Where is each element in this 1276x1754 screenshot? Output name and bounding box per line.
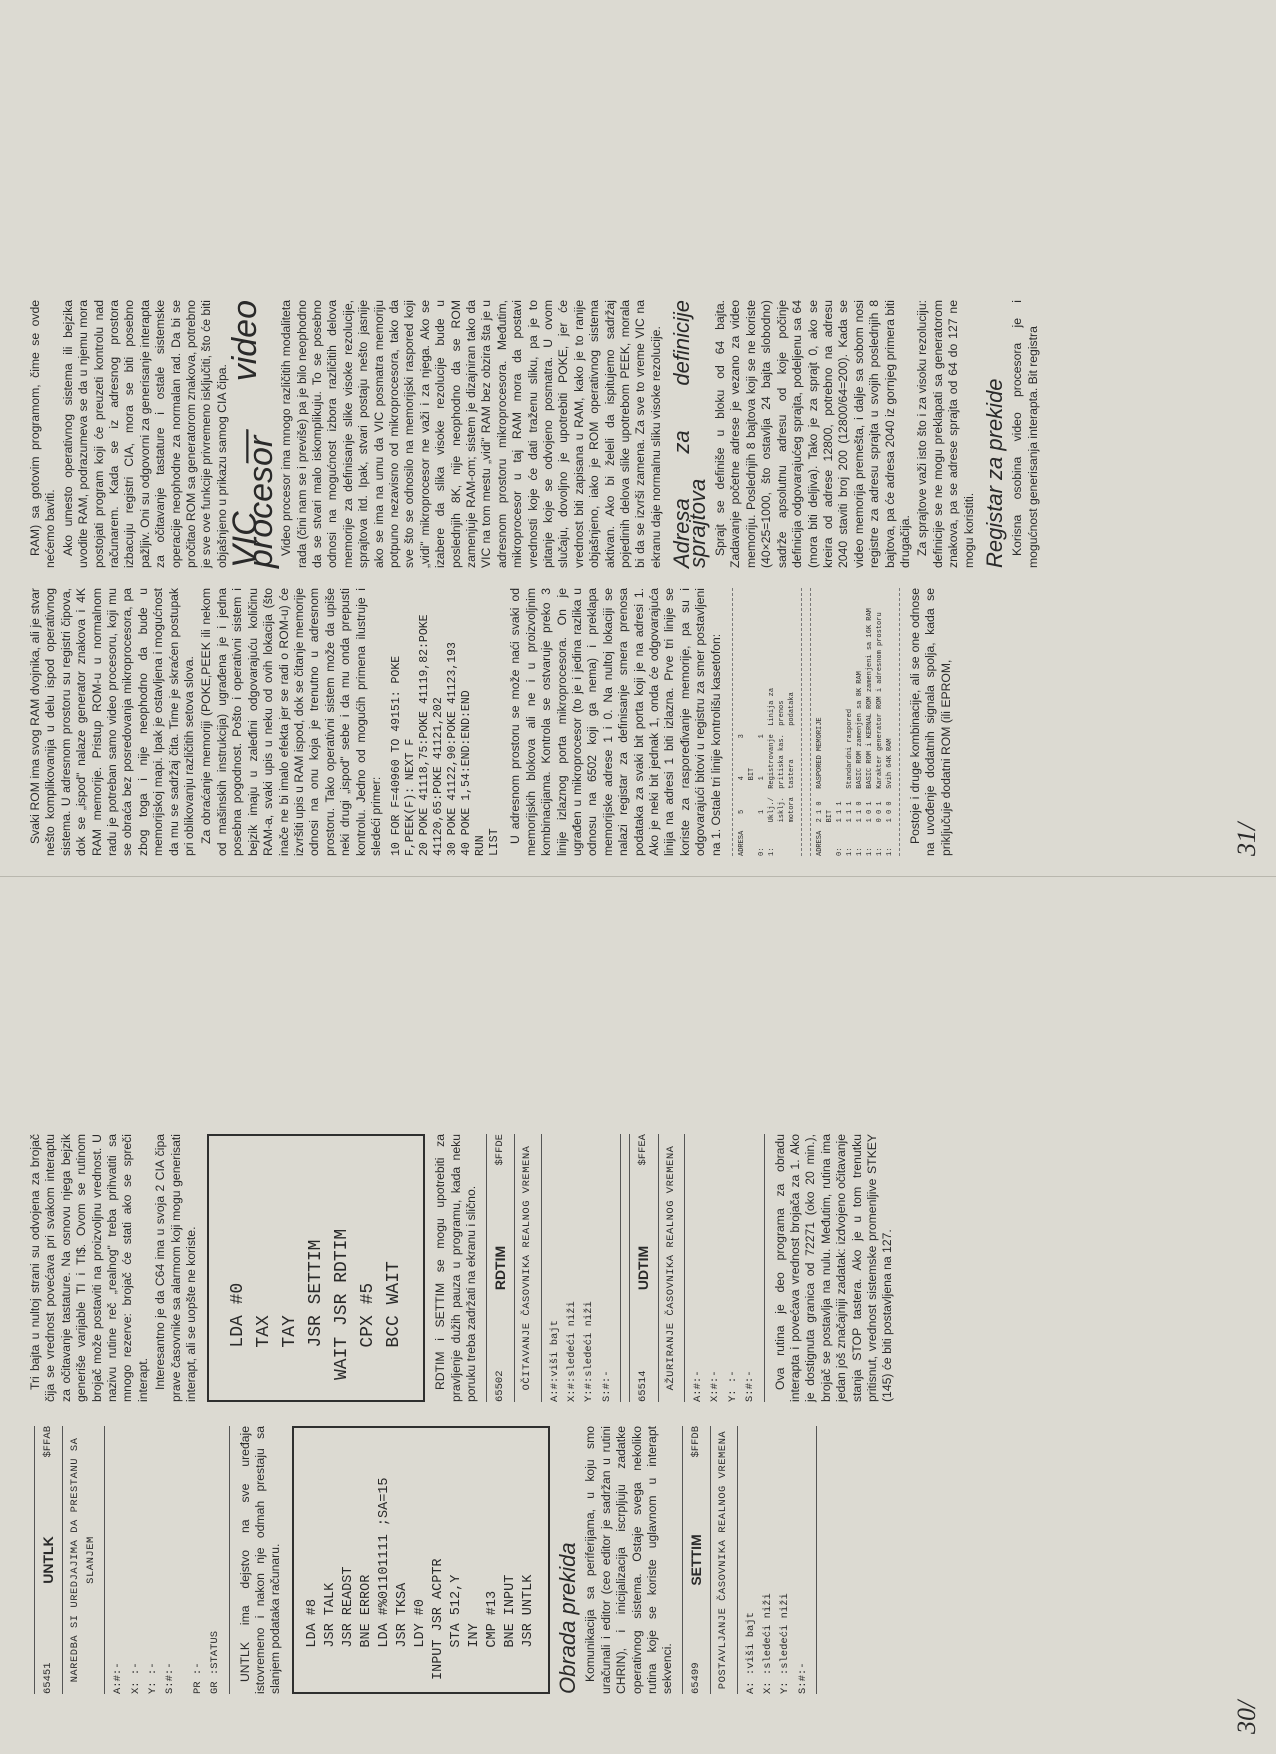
section-heading: Obrada prekida bbox=[554, 1542, 580, 1694]
paragraph: Svaki ROM ima svog RAM dvojnika, ali je stvar nešto komplikovanija u delu ispod operativnog sistema. U adresnom prostoru su registri čipova, dok se „ispod" nalaze generator znakova i 4K RAM memorije. Pristup ROM-u u normalnom radu je potreban samo video procesoru, koji mu se obraća bez posredovanja mikroprocesora, pa zbog toga i nije neophodno da bude u memorijskoj mapi. Ipak je ostavljena i mogućnost da mu se sadržaj čita. Time je skraćen postupak pri oblikovanju različitih setova slova. bbox=[28, 588, 197, 856]
code-listing: LDA #8 JSR TALK JSR READST BNE ERROR LDA #%01101111 ;SA=15 JSR TKSA LDY #0 INPUT JSR ACPTR STA 512,Y INY CMP #13 BNE INPUT JSR UNTLK bbox=[292, 1426, 550, 1694]
routine-description: OČITAVANJE ČASOVNIKA REALNOG VREMENA bbox=[514, 1134, 541, 1402]
register-s: S:#:- bbox=[744, 1370, 757, 1402]
routine-description: POSTAVLJANJE ČASOVNIKA REALNOG VREMENA bbox=[710, 1426, 737, 1694]
routine-title: UNTLK bbox=[40, 1536, 56, 1584]
register-y: Y:#:sledeći niži bbox=[583, 1301, 596, 1402]
routine-code: 65514 bbox=[637, 1370, 650, 1402]
paragraph: U adresnom prostoru se može naći svaki od memorijskih blokova ali ne i u proizvoljnim kombinacijama. Kontrola se ostvaruje preko 3 linije izlaznog porta mikroprocesora. On je ugrađen u mikroprocesor (to je i jedina razlika u odnosu na 6502 koji ga nema) i preklapa memorijske adrese 1 i 0. Na nultoj lokaciji se nalazi registar za definisanje smera prenosa podataka za svaki bit porta koji je na adresi 1. Ako je neki bit jednak 1, onda će odgovarajuća linija na adresi 1 biti izlazna. Prve tri linije se koriste za raspoređivanje memorije, pa su i odgovarajući bitovi u registru za smer postavljeni na 1. Ostale tri linije kontrolišu kasetofon: bbox=[508, 588, 723, 856]
routine-title: SETTIM bbox=[687, 1534, 704, 1586]
column-4 bbox=[28, 300, 1043, 568]
register-list bbox=[685, 1134, 760, 1402]
register-x: X:#:- bbox=[709, 1370, 722, 1402]
register-a: A:#:viši bajt bbox=[548, 1320, 561, 1402]
left-page bbox=[0, 877, 1276, 1754]
routine-code: 65502 bbox=[493, 1370, 506, 1402]
register-a: A:#:- bbox=[691, 1370, 704, 1402]
paragraph: Interesantno je da C64 ima u svoja 2 CIA čipa prave časovnike sa alarmom koji mogu generisati interapt, ali se uopšte ne koriste. bbox=[153, 1134, 199, 1402]
register-list bbox=[105, 1426, 224, 1694]
routine-card-untlk bbox=[34, 1426, 230, 1694]
paragraph: Ova rutina je deo programa za obradu interapta i povećava vrednost brojača za 1. Ako je dostignuta granica od 72271 (oko 20 min.), brojač se postavlja na nulu. Međutim, rutina ima jedan još značajniji zadatak: izdvojeno očitavanje stanja STOP tastera. Ako je u tom trenutku pritisnut, vrednost sistemske promenljive STKEY (145) će biti postavljena na 127. bbox=[772, 1134, 895, 1402]
routine-card-rdtim bbox=[486, 1134, 621, 1402]
paragraph: Komunikacija sa periferijama, u koju smo uračunali i editor (ceo editor je sadržan u rutini CHRIN), i inicijalizacija iscrpljuju zadatke operativnog sistema. Ostaje svega nekoliko rutina koje se koriste uglavnom u interapt sekvenci. bbox=[583, 1426, 675, 1694]
register-list bbox=[542, 1134, 617, 1402]
section-heading: Adresa za definicije sprajtova bbox=[669, 300, 710, 568]
routine-vector: $FFDE bbox=[493, 1134, 506, 1166]
register-a: A: :viši bajt bbox=[744, 1612, 757, 1694]
paragraph: Video procesor ima mnogo različitih modaliteta rada (čini nam se i previše) pa je bilo neophodno da se stvari malo iskomplikuju. To se posebno odnosi na mogućnost izbora različitih delova memorije za definisanje slike visoke rezolucije, sprajtova itd. Ipak, stvari postaju nešto jasnije ako se ima na umu da VIC posmatra memoriju potpuno nezavisno od mikroprocesora, tako da sve što se odnosilo na memorijski raspored koji „vidi" mikroprocesor ne važi i za njega. Ako se izabere da slika visoke rezolucije bude u poslednjih 8K, nije neophodno da se ROM zamenjuje RAM-om; sistem je dizajniran tako da VIC na tom mestu „vidi" RAM bez obzira šta je u adresnom prostoru mikroprocesora. Međutim, mikroprocesor u taj RAM mora da postavi vrednosti koje će dati traženu sliku, pa je to pitanje koje se odvojeno posmatra. U ovom slučaju, dovoljno je upotrebiti POKE, jer će vrednost biti zapisana u RAM, kako je to ranije objašnjeno, iako je ROM operativnog sistema aktivan. Ako bi želeli da ispitujemo sadržaj pojedinih delova slike upotrebom PEEK, morala bi da se izvrši zamena. Za sve to vreme VIC na ekranu daje normalnu sliku visoke rezolucije. bbox=[279, 300, 663, 568]
register-a: A:#:- bbox=[112, 1662, 125, 1694]
routine-vector: $FFAB bbox=[42, 1426, 54, 1458]
register-y: Y: :sledeći niži bbox=[779, 1593, 792, 1694]
routine-description: NAREDBA SI UREDJAJIMA DA PRESTANU SA SLANJEM bbox=[62, 1426, 105, 1694]
paragraph: Tri bajta u nultoj strani su odvojena za brojač čija se vrednost povećava pri svakom interaptu za očitavanje tastature. Na osnovu njega bejzik generiše varijable TI i TI$. Ovom se rutinom brojač može postaviti na proizvoljnu vrednost. U nazivu rutine reč „realnog" treba prihvatiti sa mnogo rezerve: brojač će stati ako se spreči interapt. bbox=[28, 1134, 150, 1402]
section-heading: VIC — video procesor bbox=[226, 300, 280, 568]
basic-listing: 10 FOR F=40960 TO 49151: POKE F,PEEK(F): NEXT F 20 POKE 41118,75:POKE 41119,82:POKE 41120,65:POKE 41121,202 30 POKE 41122,90:POKE 41123,193 40 POKE 1,54:END:END:END RUN LIST bbox=[390, 614, 502, 856]
register-y: Y: :- bbox=[147, 1662, 160, 1694]
paragraph: RAM) sa gotovim programom, čime se ovde nećemo baviti. bbox=[28, 300, 58, 568]
paragraph: Za sprajtove važi isto što i za visoku rezoluciju: definicije se ne mogu preklapati sa generatorom znakova, pa se adrese sprajta od 64 do 127 ne mogu koristiti. bbox=[915, 300, 976, 568]
routine-card-settim bbox=[682, 1426, 817, 1694]
routine-title: RDTIM bbox=[491, 1245, 508, 1291]
register-x: X: :- bbox=[129, 1662, 142, 1694]
register-s: S:#:- bbox=[164, 1662, 177, 1694]
register-gr: GR :STATUS bbox=[209, 1630, 222, 1694]
column-2 bbox=[28, 1134, 898, 1402]
paragraph: Korisna osobina video procesora je i mogućnost generisanja interapta. Bit registra bbox=[1010, 300, 1040, 568]
register-list bbox=[738, 1426, 813, 1694]
paragraph: UNTLK ima dejstvo na sve uređaje istovremeno i nakon nje odmah prestaju sa slanjem podataka računaru. bbox=[237, 1426, 283, 1694]
column-3 bbox=[28, 588, 956, 856]
routine-description: AŽURIRANJE ČASOVNIKA REALNOG VREMENA bbox=[658, 1134, 685, 1402]
section-heading: Registar za prekide bbox=[981, 378, 1007, 568]
paragraph: Ako umesto operativnog sistema ili bejzika uvodite RAM, podrazumeva se da u njemu mora postojati program koji će preuzeti kontrolu nad računarem. Kada se iz adresnog prostora izbacuju registri CIA, mora se biti posebno pažljiv. Oni su odgovorni za generisanje interapta za očitavanje tastature i ostale sistemske operacije neophodne za normalan rad. Da bi se pročitao ROM sa generatorom znakova, potrebno je sve ove funkcije privremeno isključiti, što će biti objašnjeno u prikazu samog CIA čipa. bbox=[60, 300, 229, 568]
column-1 bbox=[28, 1426, 825, 1694]
port-bits-table: ADRESA 5 4 3 BIT 0: 1 1 1 1: Uklj./ Registrovanje Linija za isklj. pritiska kas. prenos motora tastera podataka bbox=[732, 588, 802, 856]
paragraph: Za obraćanje memoriji (POKE,PEEK ili nekom od mašinskih instrukcija) ugrađena je i jedna posebna pogodnost. Pošto i operativni sistem i bejzik imaju u zaleđini odgovarajuću količinu RAM-a, svaki upis u neku od ovih lokacija (što inače ne bi imalo efekta jer se radi o ROM-u) će izvršiti upis u RAM ispod, dok se čitanje memorije odnosi na onu koja je trenutno u adresnom prostoru. Tako operativni sistem može da upiše neki drugi „ispod" sebe i da mu onda prepusti kontrolu. Jedno od mogućih primena ilustruje i sledeći primer: bbox=[199, 588, 383, 856]
register-x: X:#:sledeći niži bbox=[565, 1301, 578, 1402]
routine-title: UDTIM bbox=[635, 1245, 652, 1291]
paragraph: RDTIM i SETTIM se mogu upotrebiti za pravljenje dužih pauza u programu, kada neku poruku treba zadržati na ekranu i slično. bbox=[433, 1134, 479, 1402]
routine-vector: $FFDB bbox=[689, 1426, 702, 1458]
paragraph: Postoje i druge kombinacije, ali se one odnose na uvođenje dodatnih signala spolja, kada se priključuje dodatni ROM (ili EPROM, bbox=[908, 588, 953, 856]
code-listing: LDA #0 TAX TAY JSR SETTIM WAIT JSR RDTIM CPX #5 BCC WAIT bbox=[207, 1134, 425, 1402]
routine-code: 65451 bbox=[42, 1662, 54, 1694]
routine-card-udtim bbox=[629, 1134, 764, 1402]
register-x: X: :sledeći niži bbox=[761, 1593, 774, 1694]
register-s: S:#:- bbox=[600, 1370, 613, 1402]
page-number: 31/ bbox=[1232, 822, 1261, 856]
register-pr: PR :- bbox=[191, 1662, 204, 1694]
paragraph: Sprajt se definiše u bloku od 64 bajta. Zadavanje početne adrese je vezano za video memoriju. Poslednjih 8 bajtova koji se ne koriste (40×25=1000, što ostavlja 24 bajta slobodno) sadrže apsolutnu adresu od koje počinje definicija odgovarajućeg sprajta, podeljenu sa 64 (mora biti deljiva). Tako je za sprajt 0, ako se kreira od adrese 12800, potrebno na adresu 2040 staviti broj 200 (12800/64=200). Kada se video memorija premešta, i dalje sa sobom nosi registre za adresu sprajta u svojih poslednjih 8 bajtova, pa će adresa 2040 iz gornjeg primera biti drugačija. bbox=[713, 300, 912, 568]
routine-code: 65499 bbox=[689, 1662, 702, 1694]
page-number: 30/ bbox=[1232, 1700, 1261, 1734]
register-y: Y: :- bbox=[726, 1370, 739, 1402]
routine-vector: $FFEA bbox=[637, 1134, 650, 1166]
memory-layout-table: ADRESA 2 1 0 RASPORED MEMORIJE BIT 0: 1 1 1 1: 1 1 1 Standardni raspored 1: 1 1 0 BASIC ROM zamenjen sa 8K RAM 1: 1 0 1 BASIC ROM i KERNAL ROM zamenjeni sa 16K RAM 1: 0 0 1 Karakter generator ROM i adresnom prostoru 1: 1 0 0 Svih 64K RAM bbox=[810, 588, 900, 856]
register-s: S:#:- bbox=[796, 1662, 809, 1694]
